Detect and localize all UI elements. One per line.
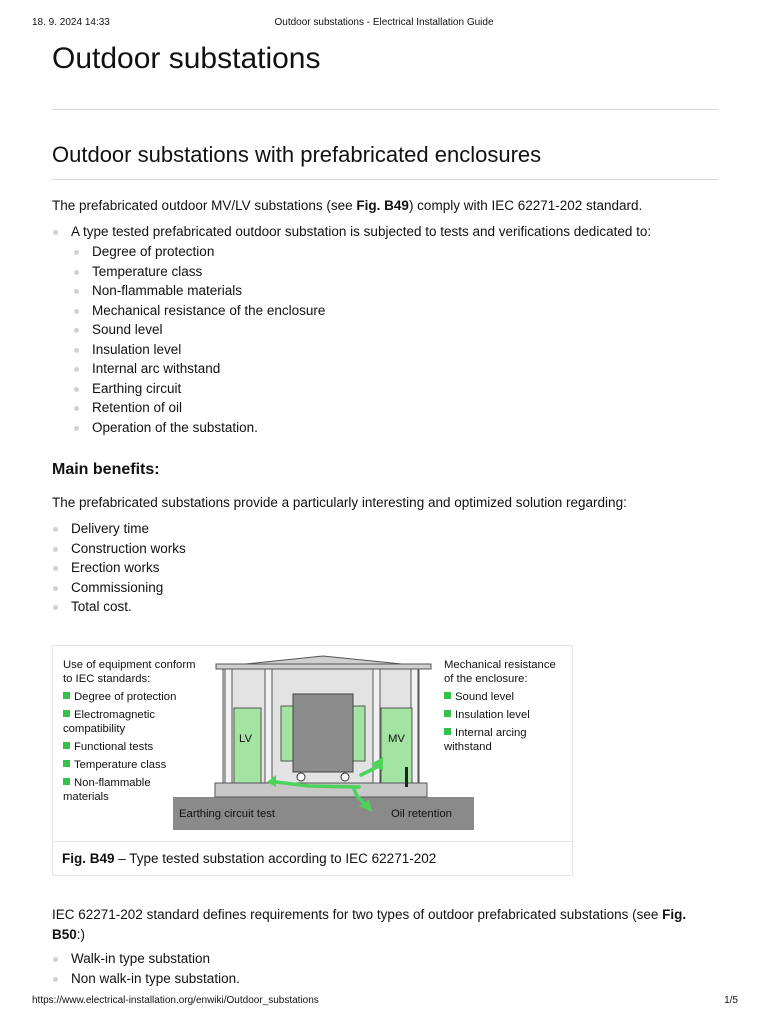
right-heading-line-1: Mechanical resistance bbox=[444, 659, 556, 671]
title-divider bbox=[52, 109, 718, 110]
pillar bbox=[225, 669, 232, 783]
section-heading: Outdoor substations with prefabricated enclosures bbox=[52, 142, 542, 167]
bullet-square bbox=[444, 728, 451, 735]
annotation-temperature-class: Temperature class bbox=[74, 759, 167, 771]
annotation-degree-of-protection: Degree of protection bbox=[74, 691, 177, 703]
list-item: Mechanical resistance of the enclosure bbox=[92, 301, 325, 321]
lv-label: LV bbox=[239, 733, 252, 745]
benefits-list bbox=[71, 519, 186, 617]
bullet-square bbox=[63, 742, 70, 749]
bullet-square bbox=[63, 710, 70, 717]
annotation-functional-tests: Functional tests bbox=[74, 741, 154, 753]
list-item: Operation of the substation. bbox=[92, 418, 325, 438]
annotation-compatibility: compatibility bbox=[63, 723, 126, 735]
list-item: Walk-in type substation bbox=[71, 949, 240, 969]
list-item: A type tested prefabricated outdoor substation is subjected to tests and verifications dedicated to: bbox=[71, 222, 651, 242]
list-item: Internal arc withstand bbox=[92, 359, 325, 379]
figure-reference-b49[interactable]: Fig. B49 bbox=[356, 198, 409, 213]
list-item: Total cost. bbox=[71, 597, 186, 617]
annotation-non-flammable: Non-flammable bbox=[74, 777, 151, 789]
substation-diagram bbox=[53, 646, 574, 842]
pillar bbox=[265, 669, 272, 783]
figure-caption bbox=[53, 841, 572, 875]
left-heading-line-1: Use of equipment conform bbox=[63, 659, 196, 671]
figure-b49 bbox=[52, 645, 573, 876]
bullet-square bbox=[63, 692, 70, 699]
outro-text-end: :) bbox=[76, 926, 86, 942]
section-divider bbox=[52, 179, 718, 180]
bullet-square bbox=[444, 710, 451, 717]
list-item: Non-flammable materials bbox=[92, 281, 325, 301]
annotation-sound-level: Sound level bbox=[455, 691, 515, 703]
annotation-materials: materials bbox=[63, 791, 109, 803]
left-heading-line-2: to IEC standards: bbox=[63, 673, 151, 685]
transformer bbox=[293, 694, 353, 772]
list-item: Delivery time bbox=[71, 519, 186, 539]
figure-reference-b50[interactable]: Fig. B50 bbox=[52, 907, 687, 942]
earthing-bar bbox=[405, 767, 408, 787]
list-item: Retention of oil bbox=[92, 398, 325, 418]
substation-types-list bbox=[71, 949, 240, 988]
print-footer-page: 1/5 bbox=[724, 995, 738, 1006]
caption-figure-number: Fig. B49 bbox=[62, 851, 115, 866]
tests-list bbox=[92, 242, 325, 437]
mv-label: MV bbox=[388, 733, 405, 745]
right-heading-line-2: of the enclosure: bbox=[444, 673, 528, 685]
bullet-square bbox=[444, 692, 451, 699]
tests-outer-list bbox=[71, 222, 651, 242]
intro-text-end: ) comply with IEC 62271-202 standard. bbox=[408, 198, 643, 213]
bullet-square bbox=[63, 760, 70, 767]
annotation-electromagnetic: Electromagnetic bbox=[74, 709, 155, 721]
transformer-wheel bbox=[341, 773, 349, 781]
lv-cabinet bbox=[234, 708, 261, 783]
oil-retention-label: Oil retention bbox=[391, 808, 452, 820]
list-item: Earthing circuit bbox=[92, 379, 325, 399]
outro-text: IEC 62271-202 standard defines requirements for two types of outdoor prefabricated substations (see bbox=[52, 907, 663, 922]
intro-text: The prefabricated outdoor MV/LV substations (see bbox=[52, 198, 357, 213]
list-item: Degree of protection bbox=[92, 242, 325, 262]
benefits-heading: Main benefits: bbox=[52, 461, 160, 478]
list-item: Temperature class bbox=[92, 262, 325, 282]
list-item: Construction works bbox=[71, 539, 186, 559]
outro-paragraph bbox=[52, 905, 712, 944]
intro-paragraph bbox=[52, 196, 712, 216]
earthing-circuit-test-label: Earthing circuit test bbox=[179, 808, 276, 820]
list-item: Commissioning bbox=[71, 578, 186, 598]
bullet-square bbox=[63, 778, 70, 785]
list-item: Sound level bbox=[92, 320, 325, 340]
print-footer-url: https://www.electrical-installation.org/enwiki/Outdoor_substations bbox=[32, 995, 319, 1006]
annotation-internal-arcing: Internal arcing bbox=[455, 727, 527, 739]
annotation-withstand: withstand bbox=[444, 741, 492, 753]
print-header-title: Outdoor substations - Electrical Installation Guide bbox=[274, 17, 494, 28]
print-header-date: 18. 9. 2024 14:33 bbox=[32, 17, 110, 28]
benefits-intro: The prefabricated substations provide a particularly interesting and optimized solution regarding: bbox=[52, 495, 627, 510]
list-item: Erection works bbox=[71, 558, 186, 578]
list-item: Non walk-in type substation. bbox=[71, 969, 240, 989]
list-item: Insulation level bbox=[92, 340, 325, 360]
annotation-insulation-level: Insulation level bbox=[455, 709, 530, 721]
page-title: Outdoor substations bbox=[52, 42, 321, 75]
roof-edge bbox=[216, 664, 431, 669]
transformer-wheel bbox=[297, 773, 305, 781]
caption-text: – Type tested substation according to IEC 62271-202 bbox=[114, 851, 437, 866]
